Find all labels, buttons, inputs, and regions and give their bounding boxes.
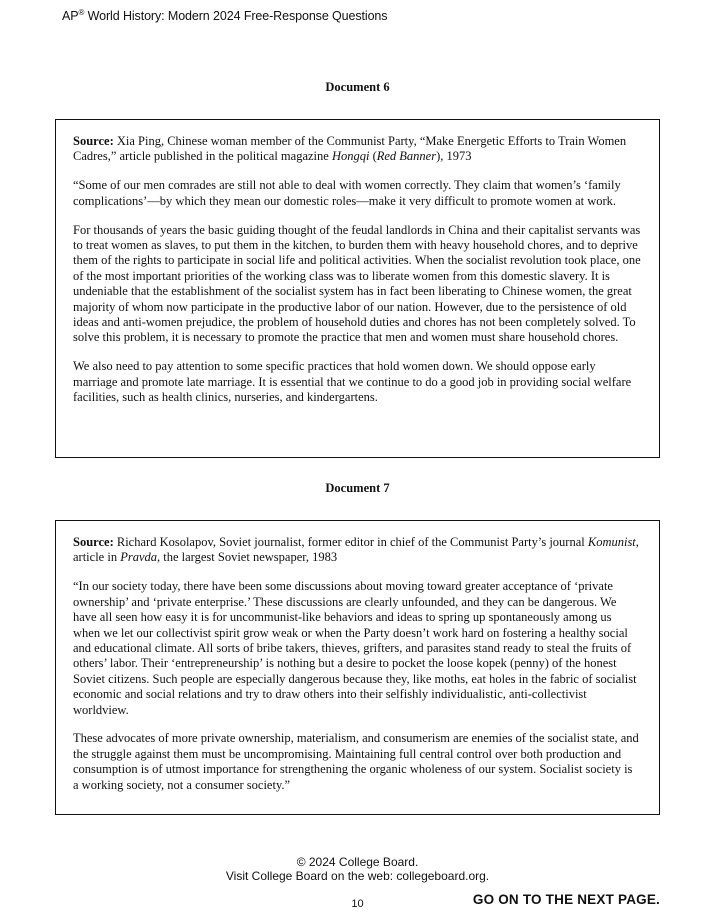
source-publication: Hongqi	[331, 149, 370, 164]
document-6-source	[73, 134, 641, 165]
registered-mark: ®	[78, 8, 85, 17]
source-label: Source:	[73, 134, 114, 148]
document-6-paragraph-1: “Some of our men comrades are still not able to deal with women correctly. They claim that women’s ‘family complications’—by which they mean our domestic roles—make it very difficult to promote women at work.	[73, 178, 621, 208]
source-publication-translation: Red Banner	[376, 149, 437, 164]
source-text-end: ), 1973	[436, 149, 472, 164]
document-6-heading: Document 6	[325, 80, 390, 94]
source-publication: Komunist	[587, 535, 636, 549]
document-7-heading: Document 7	[325, 481, 390, 495]
footer-website: Visit College Board on the web: collegeboard.org.	[225, 869, 490, 883]
document-7-box	[55, 520, 660, 815]
page-header	[62, 8, 387, 23]
document-6-box	[55, 119, 660, 458]
document-6-paragraph-3: We also need to pay attention to some specific practices that hold women down. We should oppose early marriage and promote late marriage. It is essential that we continue to do a good job in providing social welfare facilities, such as health clinics, nurseries, and kindergartens.	[73, 359, 632, 405]
source-text-mid: , article in	[73, 535, 639, 565]
source-text-mid: (	[369, 149, 377, 164]
footer-copyright: © 2024 College Board.	[296, 855, 419, 869]
source-text: Richard Kosolapov, Soviet journalist, former editor in chief of the Communist Party’s journal	[113, 535, 588, 549]
source-text: Xia Ping, Chinese woman member of the Communist Party, “Make Energetic Efforts to Train Women Cadres,” article published in the political magazine	[73, 134, 627, 164]
source-newspaper: Pravda	[120, 550, 158, 565]
go-to-next-page-notice: GO ON TO THE NEXT PAGE.	[472, 892, 660, 907]
source-label: Source:	[73, 535, 114, 549]
header-title-text: World History: Modern 2024 Free-Response Questions	[84, 9, 388, 24]
header-title-prefix: AP	[62, 9, 79, 24]
document-7-source	[73, 535, 641, 566]
document-7-paragraph-2: These advocates of more private ownership, materialism, and consumerism are enemies of the socialist state, and the struggle against them must be uncompromising. Maintaining full central control over both production and consumption is of utmost importance for strengthening the organic wholeness of our system. Socialist society is a working society, not a consumer society.”	[73, 731, 639, 792]
document-6-paragraph-2: For thousands of years the basic guiding thought of the feudal landlords in China and their capitalist servants was to treat women as slaves, to put them in the kitchen, to burden them with heavy household chores, and to deprive them of the rights to participate in social life and political activities. When the socialist revolution took place, one of the most important priorities of the working class was to liberate women from this domestic slavery. It is undeniable that the establishment of the socialist system has in fact been liberating to Chinese women, the great majority of whom now participate in the productive labor of our nation. However, due to the persistence of old ideas and anti-women prejudice, the problem of household duties and chores has not been completely solved. To solve this problem, it is necessary to promote the practice that men and women must share household chores.	[73, 222, 641, 345]
source-text-end: , the largest Soviet newspaper, 1983	[157, 550, 338, 565]
page-number: 10	[351, 898, 364, 910]
document-7-paragraph-1: “In our society today, there have been some discussions about moving toward greater acceptance of ‘private ownership’ and ‘private enterprise.’ These discussions are clearly unfounded, and they can be dangerous. We have all seen how easy it is for uncommunist-like behaviors and ideas to spring up spontaneously among us when we let our collectivist spirit grow weak or when the Party doesn’t work hard on fostering a healthy social and educational climate. All sorts of bribe takers, thieves, grifters, and parasites stand ready to steal the fruits of others’ labor. Their ‘entrepreneurship’ is nothing but a desire to pocket the loose kopek (penny) of the honest Soviet citizens. Such people are especially dangerous because they, like moths, eat holes in the fabric of socialist economic and social relations and try to draw others into their selfishly individualistic, anti-collectivist worldview.	[73, 579, 637, 717]
